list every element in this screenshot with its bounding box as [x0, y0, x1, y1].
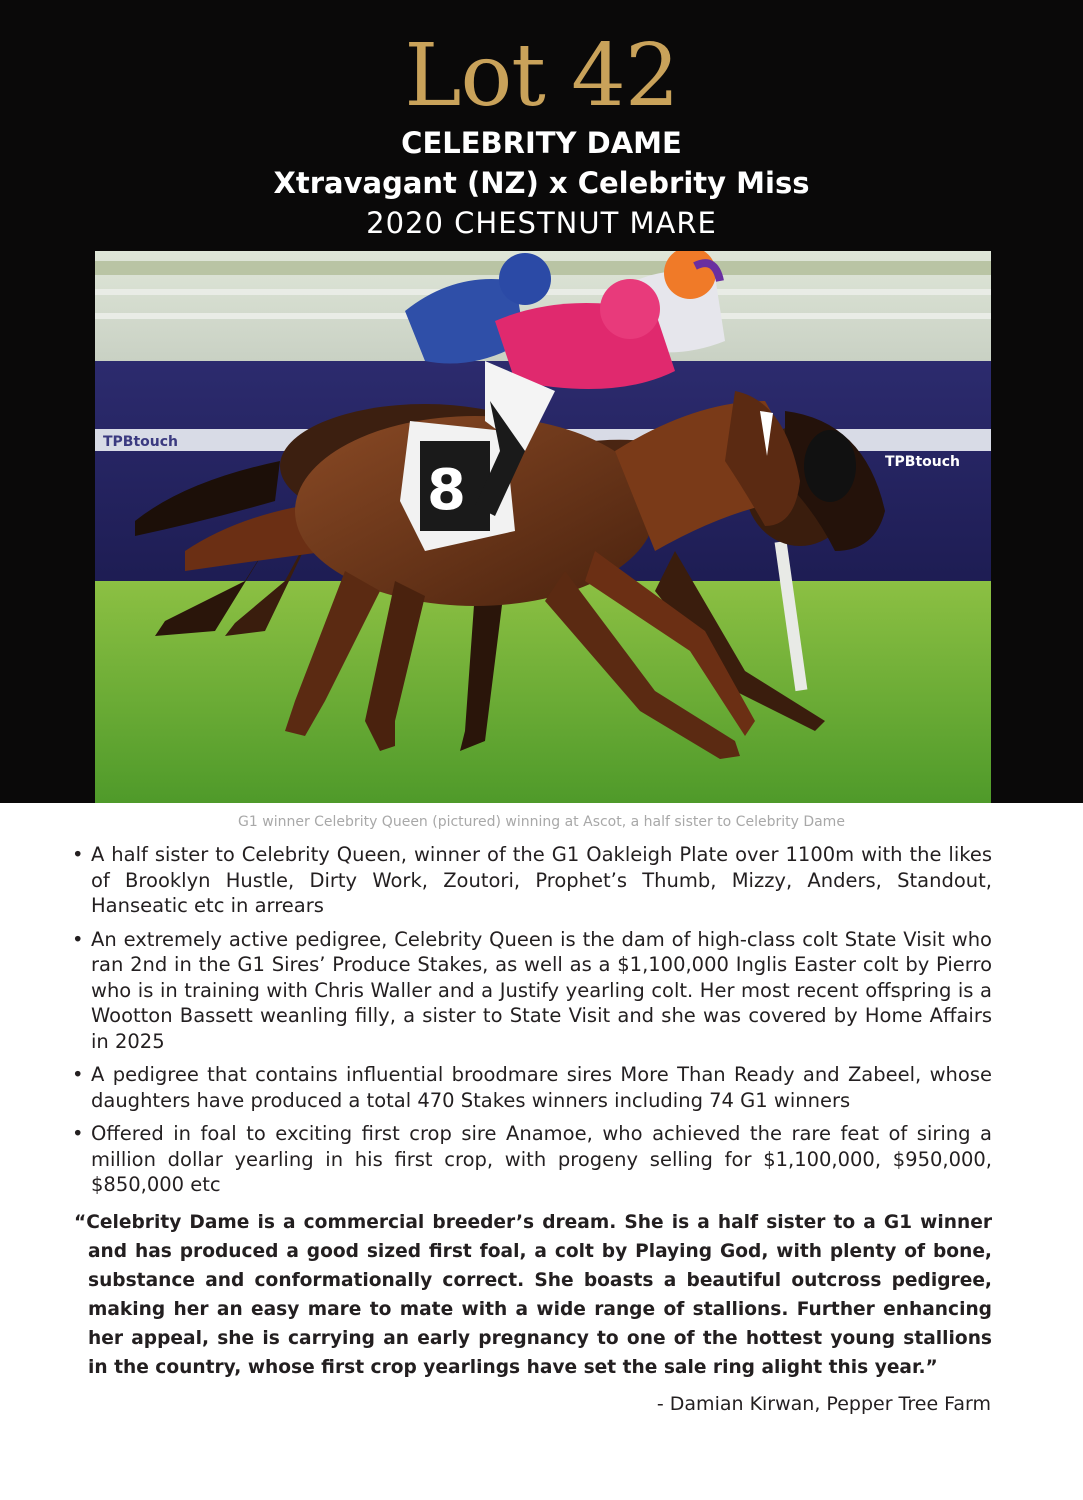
list-item: [72, 927, 992, 1055]
list-item: [72, 1121, 992, 1198]
race-photo: [95, 251, 991, 803]
saddle-number: 8: [427, 458, 466, 523]
highlights-list: [72, 842, 992, 1206]
list-item: [72, 842, 992, 919]
horse-description: 2020 CHESTNUT MARE: [366, 206, 717, 240]
list-item: [72, 1062, 992, 1113]
horse-name: CELEBRITY DAME: [401, 126, 682, 160]
bullet-marker: •: [72, 1122, 84, 1145]
bullet-marker: •: [72, 843, 84, 866]
bullet-text: A pedigree that contains influential broodmare sires More Than Ready and Zabeel, whose daughters have produced a total 470 Stakes winners including 74 G1 winners: [91, 1063, 992, 1112]
bullet-marker: •: [72, 1063, 84, 1086]
bullet-marker: •: [72, 927, 84, 951]
bullet-text: An extremely active pedigree, Celebrity Queen is the dam of high-class colt State Visit who ran 2nd in the G1 Sires’ Produce Stakes, as well as a $1,100,000 Inglis Easter colt by Pierro who is in training with Chris Waller and a Justify yearling colt. Her most recent offspring is a Wootton Bassett weanling filly, a sister to State Visit and she was covered by Home Affairs in 2025: [91, 927, 992, 1053]
lot-number: Lot 42: [404, 26, 679, 126]
quote-attribution: - Damian Kirwan, Pepper Tree Farm: [656, 1393, 991, 1415]
pedigree-line: Xtravagant (NZ) x Celebrity Miss: [273, 166, 810, 200]
rail-brand-right: TPBtouch: [885, 454, 961, 470]
bullet-text: A half sister to Celebrity Queen, winner of the G1 Oakleigh Plate over 1100m with the likes of Brooklyn Hustle, Dirty Work, Zoutori, Prophet’s Thumb, Mizzy, Anders, Standout, Hanseatic etc in arrears: [91, 843, 992, 917]
testimonial-quote: “Celebrity Dame is a commercial breeder’s dream. She is a half sister to a G1 winner and has produced a good sized first foal, a colt by Playing God, with plenty of bone, substance and conformationally correct. She boasts a beautiful outcross pedigree, making her an easy mare to mate with a wide range of stallions. Further enhancing her appeal, she is carrying an early pregnancy to one of the hottest young stallions in the country, whose first crop yearlings have set the sale ring alight this year.”: [74, 1212, 992, 1378]
bullet-text: Offered in foal to exciting first crop sire Anamoe, who achieved the rare feat of siring a million dollar yearling in his first crop, with progeny selling for $1,100,000, $950,000, $850,000 etc: [91, 1122, 992, 1196]
rail-brand-left: TPBtouch: [103, 434, 179, 450]
photo-caption: G1 winner Celebrity Queen (pictured) winning at Ascot, a half sister to Celebrity Dame: [238, 814, 845, 830]
